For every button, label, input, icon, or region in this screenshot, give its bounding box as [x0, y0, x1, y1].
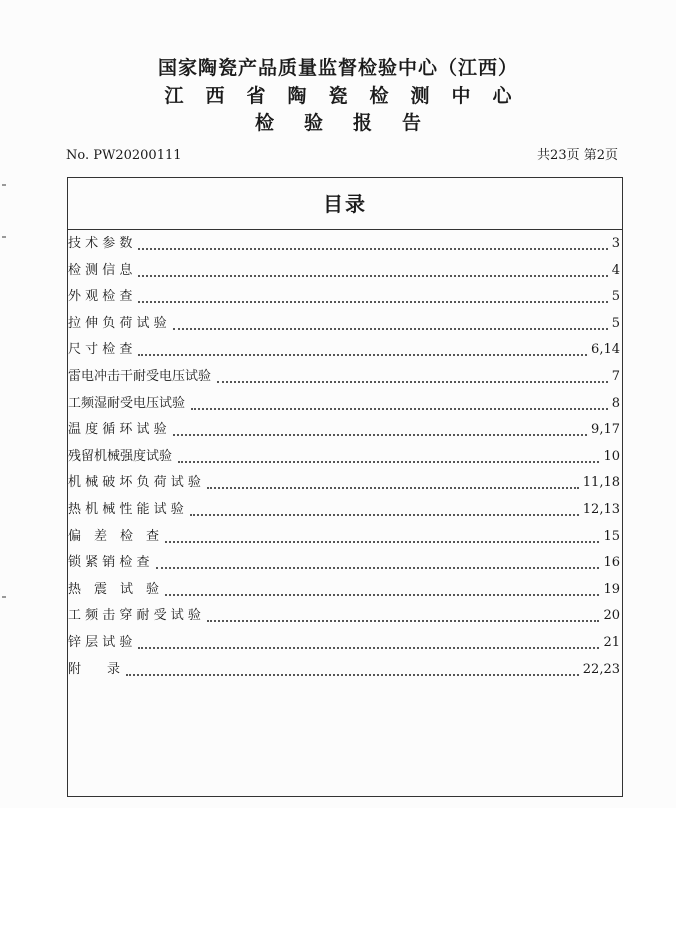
toc-entry-label: 外 观 检 查 [68, 289, 133, 305]
toc-leader-dots [207, 484, 579, 489]
toc-title-area [68, 178, 622, 230]
toc-entry-label: 锌 层 试 验 [68, 635, 133, 650]
toc-leader-dots [126, 671, 579, 676]
toc-entry-page: 22,23 [582, 661, 620, 677]
toc-entry-label: 热 震 试 验 [68, 581, 160, 597]
toc-entry-label: 残留机械强度试验 [68, 448, 173, 464]
toc-leader-dots [173, 431, 587, 436]
toc-row [68, 660, 622, 680]
toc-entry-label: 工 频 击 穿 耐 受 试 验 [68, 608, 201, 624]
toc-entry-page: 19 [603, 581, 620, 597]
report-number: No. PW20200111 [66, 148, 182, 163]
toc-entry-page: 8 [611, 395, 620, 411]
toc-entry-label: 偏 差 检 查 [68, 528, 160, 544]
toc-leader-dots [165, 538, 599, 543]
toc-entry-label: 检 测 信 息 [68, 262, 133, 278]
toc-entry-label: 温 度 循 环 试 验 [68, 422, 167, 438]
page-info: 共23页 第2页 [537, 148, 618, 163]
toc-row [68, 394, 622, 414]
toc-entry-page: 5 [611, 289, 620, 305]
toc-leader-dots [165, 591, 599, 596]
toc-row [68, 420, 622, 440]
toc-entry-page: 11,18 [582, 475, 620, 491]
toc-row [68, 633, 622, 653]
header-report-title: 检验报告 [254, 112, 451, 134]
toc-entry-page: 4 [611, 262, 620, 278]
toc-entry-page: 6,14 [591, 342, 620, 358]
toc-row [68, 314, 622, 334]
toc-leader-dots [217, 378, 608, 383]
toc-row [68, 500, 622, 520]
toc-entry-page: 9,17 [591, 422, 620, 438]
toc-row [68, 606, 622, 626]
toc-entry-page: 10 [603, 448, 620, 464]
header-center-name: 国家陶瓷产品质量监督检验中心（江西） [157, 57, 518, 79]
toc-entry-label: 拉 伸 负 荷 试 验 [68, 315, 167, 331]
toc-entry-label: 热 机 械 性 能 试 验 [68, 502, 184, 517]
toc-entry-page: 7 [611, 369, 620, 384]
toc-entry-label: 机 械 破 坏 负 荷 试 验 [68, 475, 201, 491]
toc-leader-dots [156, 564, 599, 569]
toc-row [68, 340, 622, 360]
toc-leader-dots [191, 405, 608, 410]
toc-title: 目录 [323, 192, 367, 216]
toc-entry-page: 21 [603, 635, 620, 650]
toc-entry-page: 20 [603, 608, 620, 624]
toc-leader-dots [178, 458, 599, 463]
toc-leader-dots [138, 298, 608, 303]
toc-leader-dots [138, 644, 599, 649]
toc-entry-label: 尺 寸 检 查 [68, 342, 133, 358]
toc-row [68, 234, 622, 254]
toc-leader-dots [207, 617, 599, 622]
toc-entry-page: 12,13 [582, 502, 620, 517]
scan-edge-mark [2, 596, 6, 598]
toc-entry-label: 技 术 参 数 [68, 236, 133, 251]
toc-leader-dots [173, 325, 608, 330]
scan-edge-mark [2, 184, 6, 186]
toc-entry-label: 工频湿耐受电压试验 [68, 395, 186, 411]
toc-leader-dots [190, 511, 579, 516]
scan-edge-mark [2, 236, 6, 238]
toc-leader-dots [138, 351, 587, 356]
header-province-center: 江西省陶瓷检测中心 [164, 85, 534, 107]
toc-entry-label: 锁 紧 销 检 查 [68, 555, 150, 571]
toc-frame [67, 177, 623, 797]
toc-entry-page: 5 [611, 315, 620, 331]
toc-entry-page: 16 [603, 555, 620, 571]
toc-leader-dots [138, 272, 608, 277]
toc-row [68, 527, 622, 547]
toc-entry-page: 15 [603, 528, 620, 544]
toc-entry-label: 雷电冲击干耐受电压试验 [68, 369, 212, 384]
toc-row [68, 447, 622, 467]
toc-leader-dots [138, 245, 608, 250]
toc-entry-page: 3 [611, 236, 620, 251]
toc-row [68, 553, 622, 573]
toc-row [68, 261, 622, 281]
toc-row [68, 367, 622, 387]
toc-row [68, 473, 622, 493]
toc-entry-label: 附 录 [68, 661, 121, 677]
toc-row [68, 287, 622, 307]
toc-row [68, 580, 622, 600]
